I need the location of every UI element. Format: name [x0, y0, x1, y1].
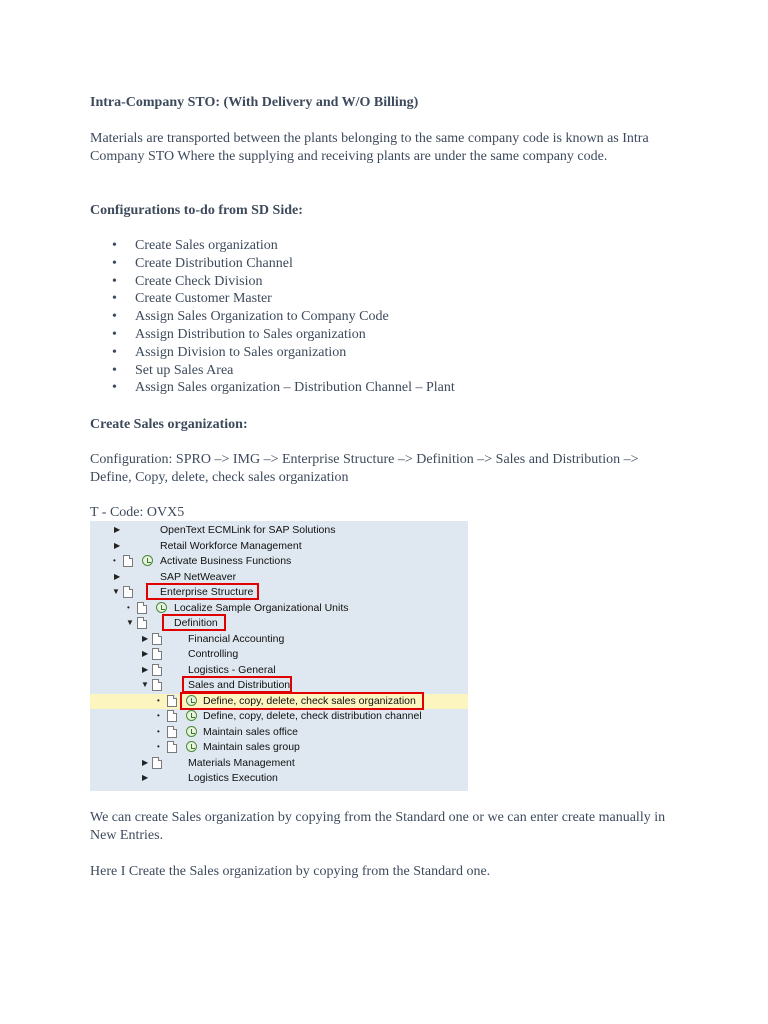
tree-row[interactable]	[90, 756, 468, 772]
config-path-block	[90, 451, 680, 487]
collapse-icon[interactable]: ▼	[112, 587, 120, 596]
expand-icon[interactable]: ▶	[142, 664, 149, 674]
tree-label: Define, copy, delete, check sales organization	[203, 694, 416, 707]
tree-label: Maintain sales group	[203, 741, 300, 753]
doc-title: Intra-Company STO: (With Delivery and W/O Billing)	[90, 95, 419, 110]
tree-label: OpenText ECMLink for SAP Solutions	[160, 524, 336, 536]
document-icon	[152, 757, 162, 769]
collapse-icon[interactable]: ▼	[126, 618, 134, 627]
tree-row[interactable]	[90, 539, 468, 555]
config-heading: Configurations to-do from SD Side:	[90, 203, 303, 218]
tree-row[interactable]	[90, 771, 468, 787]
tree-label: Define, copy, delete, check distribution channel	[203, 710, 422, 722]
tree-label: Materials Management	[188, 756, 295, 769]
document-icon	[167, 710, 177, 722]
document-icon	[167, 695, 177, 707]
list-item: • Assign Distribution to Sales organization	[90, 326, 690, 344]
expand-icon[interactable]: ▶	[142, 773, 149, 782]
highlight-box-definition	[162, 614, 226, 631]
bullet-icon: •	[157, 726, 160, 736]
section-heading-block	[90, 416, 690, 434]
tcode-label: T - Code: OVX5	[90, 505, 185, 520]
bullet-icon: •	[113, 556, 116, 565]
execute-clock-icon[interactable]	[156, 602, 167, 613]
paragraph-copy-standard: Here I Create the Sales organization by copying from the Standard one.	[90, 864, 491, 879]
bullet-icon: •	[157, 711, 160, 720]
list-item: • Create Sales organization	[90, 237, 690, 255]
highlight-box-enterprise-structure	[146, 583, 259, 600]
document-icon	[123, 586, 133, 598]
execute-clock-icon[interactable]	[186, 741, 197, 752]
tree-row[interactable]	[90, 709, 468, 725]
document-icon	[152, 664, 162, 676]
list-item: • Create Check Division	[90, 273, 690, 291]
tree-row[interactable]	[90, 616, 468, 632]
para1-block	[90, 809, 690, 845]
highlight-box-define-sales-org	[180, 692, 424, 710]
tree-row[interactable]	[90, 632, 468, 648]
document-icon	[152, 679, 162, 691]
tree-label: Enterprise Structure	[160, 586, 254, 598]
tree-label: Definition	[174, 617, 218, 629]
expand-icon[interactable]: ▶	[142, 633, 149, 643]
document-icon	[167, 741, 177, 753]
intro-block	[90, 130, 690, 166]
section-heading: Create Sales organization:	[90, 417, 248, 432]
config-list-block	[90, 237, 690, 397]
collapse-icon[interactable]: ▼	[141, 680, 149, 689]
bullet-icon: •	[157, 742, 160, 751]
tree-row[interactable]	[90, 647, 468, 663]
bullet-icon: •	[127, 602, 130, 612]
tree-row[interactable]	[90, 601, 468, 617]
tree-label: SAP NetWeaver	[160, 570, 237, 583]
tcode-block	[90, 504, 690, 522]
configuration-path: Configuration: SPRO –> IMG –> Enterprise Structure –> Definition –> Sales and Distribution –> Define, Copy, delete, check sales organization	[90, 452, 639, 485]
tree-row[interactable]	[90, 554, 468, 570]
tree-row[interactable]	[90, 740, 468, 756]
tree-label: Maintain sales office	[203, 725, 298, 738]
list-item: • Set up Sales Area	[90, 362, 690, 380]
expand-icon[interactable]: ▶	[114, 540, 121, 550]
list-item: • Assign Sales organization – Distribution Channel – Plant	[90, 379, 690, 397]
tree-label: Localize Sample Organizational Units	[174, 601, 349, 614]
tree-label: Controlling	[188, 648, 239, 660]
execute-clock-icon[interactable]	[142, 555, 153, 566]
expand-icon[interactable]: ▶	[142, 649, 149, 658]
document-icon	[167, 726, 177, 738]
config-heading-block	[90, 202, 690, 220]
list-item: • Assign Sales Organization to Company Code	[90, 308, 690, 326]
execute-clock-icon[interactable]	[186, 726, 197, 737]
document-icon	[137, 617, 147, 629]
expand-icon[interactable]: ▶	[114, 571, 121, 581]
paragraph-copy-or-new: We can create Sales organization by copying from the Standard one or we can enter create manually in New Entries.	[90, 810, 666, 843]
highlight-box-sales-distribution	[182, 676, 292, 693]
doc-title-block	[90, 94, 690, 112]
execute-clock-icon[interactable]	[186, 710, 197, 721]
para2-block	[90, 863, 690, 881]
tree-row[interactable]	[90, 523, 468, 539]
document-icon	[152, 648, 162, 660]
tree-label: Activate Business Functions	[160, 555, 292, 567]
expand-icon[interactable]: ▶	[142, 757, 149, 767]
list-item: • Create Distribution Channel	[90, 255, 690, 273]
tree-label: Logistics Execution	[188, 772, 278, 784]
document-icon	[137, 602, 147, 614]
tree-label: Financial Accounting	[188, 632, 285, 645]
config-list	[90, 237, 690, 397]
list-item: • Assign Division to Sales organization	[90, 344, 690, 362]
expand-icon[interactable]: ▶	[114, 525, 121, 534]
tree-label: Retail Workforce Management	[160, 539, 302, 552]
intro-paragraph: Materials are transported between the plants belonging to the same company code is known as Intra Company STO Where the supplying and receiving plants are under the same company code.	[90, 131, 649, 164]
tree-row[interactable]	[90, 725, 468, 741]
tree-label: Sales and Distribution	[188, 679, 291, 691]
list-item: • Create Customer Master	[90, 290, 690, 308]
sap-img-tree-screenshot	[90, 521, 468, 791]
document-icon	[123, 555, 133, 567]
bullet-icon: •	[157, 695, 160, 705]
tree-label: Logistics - General	[188, 663, 276, 676]
document-icon	[152, 633, 162, 645]
